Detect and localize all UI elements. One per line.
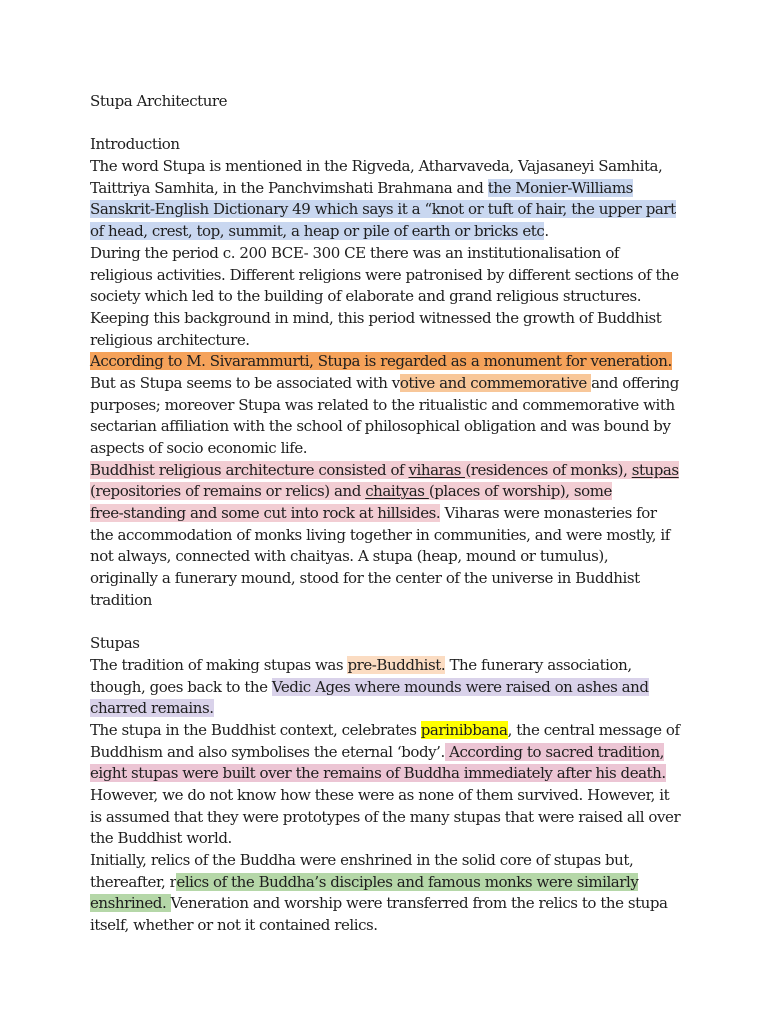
highlighted-text: enshrined. [90, 894, 171, 913]
text-run: Viharas were monasteries for [440, 504, 657, 523]
text-run: Buddhism and also symbolises the eternal ‘body’. [90, 742, 445, 761]
text-line [90, 351, 690, 373]
text-line [90, 590, 690, 612]
text-run: though, goes back to the [90, 677, 272, 696]
text-line [90, 655, 690, 677]
text-run: tradition [90, 590, 153, 609]
text-line [90, 156, 690, 178]
highlighted-text: (repositories of remains or relics) and [90, 482, 366, 501]
text-line [90, 828, 690, 850]
text-line [90, 763, 690, 785]
text-line [90, 872, 690, 894]
text-line [90, 481, 690, 503]
highlighted-text: free-standing and some cut into rock at hillsides. [90, 504, 441, 523]
text-run: But as Stupa seems to be associated with v [90, 373, 400, 392]
highlighted-text: (residences of monks), [465, 460, 632, 479]
highlighted-text: parinibbana [420, 720, 508, 739]
spacer [90, 113, 690, 135]
highlighted-text: pre-Buddhist. [347, 655, 446, 674]
text-run: aspects of socio economic life. [90, 439, 308, 457]
text-run: Initially, relics of the Buddha were enshrined in the solid core of stupas but, [90, 851, 634, 870]
section-heading-introduction: Introduction [90, 135, 180, 154]
introduction-paragraphs [90, 156, 690, 611]
text-run: purposes; moreover Stupa was related to the ritualistic and commemorative with [90, 395, 675, 414]
text-run: . [544, 222, 549, 241]
text-line [90, 308, 690, 330]
text-run: The tradition of making stupas was [90, 655, 348, 674]
highlighted-text: Buddhist religious architecture consisted of [90, 460, 409, 479]
text-run: However, we do not know how these were as none of them survived. However, it [90, 786, 670, 804]
highlighted-text: stupas [631, 460, 679, 479]
text-run: and offering [591, 373, 679, 392]
text-run: itself, whether or not it contained relics. [90, 916, 378, 935]
highlighted-text: eight stupas were built over the remains of Buddha immediately after his death. [90, 764, 666, 783]
text-line [90, 915, 690, 937]
text-line [90, 221, 690, 243]
text-line [90, 720, 690, 742]
text-run: the Buddhist world. [90, 829, 232, 848]
text-run: originally a funerary mound, stood for the center of the universe in Buddhist [90, 569, 640, 588]
text-line [90, 373, 690, 395]
text-line [90, 698, 690, 720]
text-line [90, 265, 690, 287]
text-run: , the central message of [507, 720, 680, 739]
text-line [90, 243, 690, 265]
text-line [90, 546, 690, 568]
text-line [90, 438, 690, 460]
text-run: thereafter, r [90, 872, 177, 891]
text-line [90, 178, 690, 200]
text-run: The word Stupa is mentioned in the Rigveda, Atharvaveda, Vajasaneyi Samhita, [90, 157, 663, 176]
text-run: the accommodation of monks living together in communities, and were mostly, if [90, 525, 670, 544]
highlighted-text: Sanskrit-English Dictionary 49 which says it a “knot or tuft of hair, the upper part [90, 200, 676, 219]
document-title: Stupa Architecture [90, 92, 228, 110]
highlighted-text: viharas [408, 460, 466, 479]
text-run: not always, connected with chaityas. A stupa (heap, mound or tumulus), [90, 547, 609, 566]
highlighted-text: elics of the Buddha’s disciples and famous monks were similarly [176, 872, 639, 891]
document-body [90, 91, 690, 937]
text-run: society which led to the building of elaborate and grand religious structures. [90, 287, 642, 306]
text-line [90, 742, 690, 764]
text-run: is assumed that they were prototypes of the many stupas that were raised all over [90, 807, 681, 826]
text-run: Taittriya Samhita, in the Panchvimshati Brahmana and [90, 178, 488, 197]
text-run: religious activities. Different religions were patronised by different sections of the [90, 265, 679, 284]
text-line [90, 525, 690, 547]
text-line [90, 460, 690, 482]
text-line [90, 330, 690, 352]
text-line [90, 893, 690, 915]
text-line [90, 199, 690, 221]
text-run: Veneration and worship were transferred from the relics to the stupa [170, 894, 668, 913]
highlighted-text: of head, crest, top, summit, a heap or pile of earth or bricks etc [90, 222, 545, 241]
text-run: religious architecture. [90, 330, 250, 349]
text-run: The funerary association, [445, 655, 632, 674]
text-line [90, 807, 690, 829]
text-line [90, 395, 690, 417]
spacer [90, 612, 690, 634]
highlighted-text: Vedic Ages where mounds were raised on ashes and [271, 677, 649, 696]
text-line [90, 568, 690, 590]
highlighted-text: the Monier-Williams [487, 178, 633, 197]
highlighted-text: According to M. Sivarammurti, Stupa is regarded as a monument for veneration. [90, 352, 672, 371]
stupas-paragraphs [90, 655, 690, 937]
text-line [90, 286, 690, 308]
highlighted-text: chaityas [365, 482, 429, 501]
text-run: Keeping this background in mind, this period witnessed the growth of Buddhist [90, 308, 662, 327]
text-line [90, 785, 690, 807]
highlighted-text: charred remains. [90, 699, 214, 718]
text-line [90, 677, 690, 699]
text-run: sectarian affiliation with the school of philosophical obligation and was bound by [90, 417, 671, 436]
text-line [90, 850, 690, 872]
highlighted-text: (places of worship), some [428, 482, 612, 501]
text-run: The stupa in the Buddhist context, celebrates [90, 720, 421, 739]
text-line [90, 416, 690, 438]
text-line [90, 503, 690, 525]
section-heading-stupas: Stupas [90, 634, 140, 653]
highlighted-text: otive and commemorative [399, 373, 592, 392]
text-run: During the period c. 200 BCE- 300 CE there was an institutionalisation of [90, 243, 620, 262]
highlighted-text: According to sacred tradition, [444, 742, 664, 761]
